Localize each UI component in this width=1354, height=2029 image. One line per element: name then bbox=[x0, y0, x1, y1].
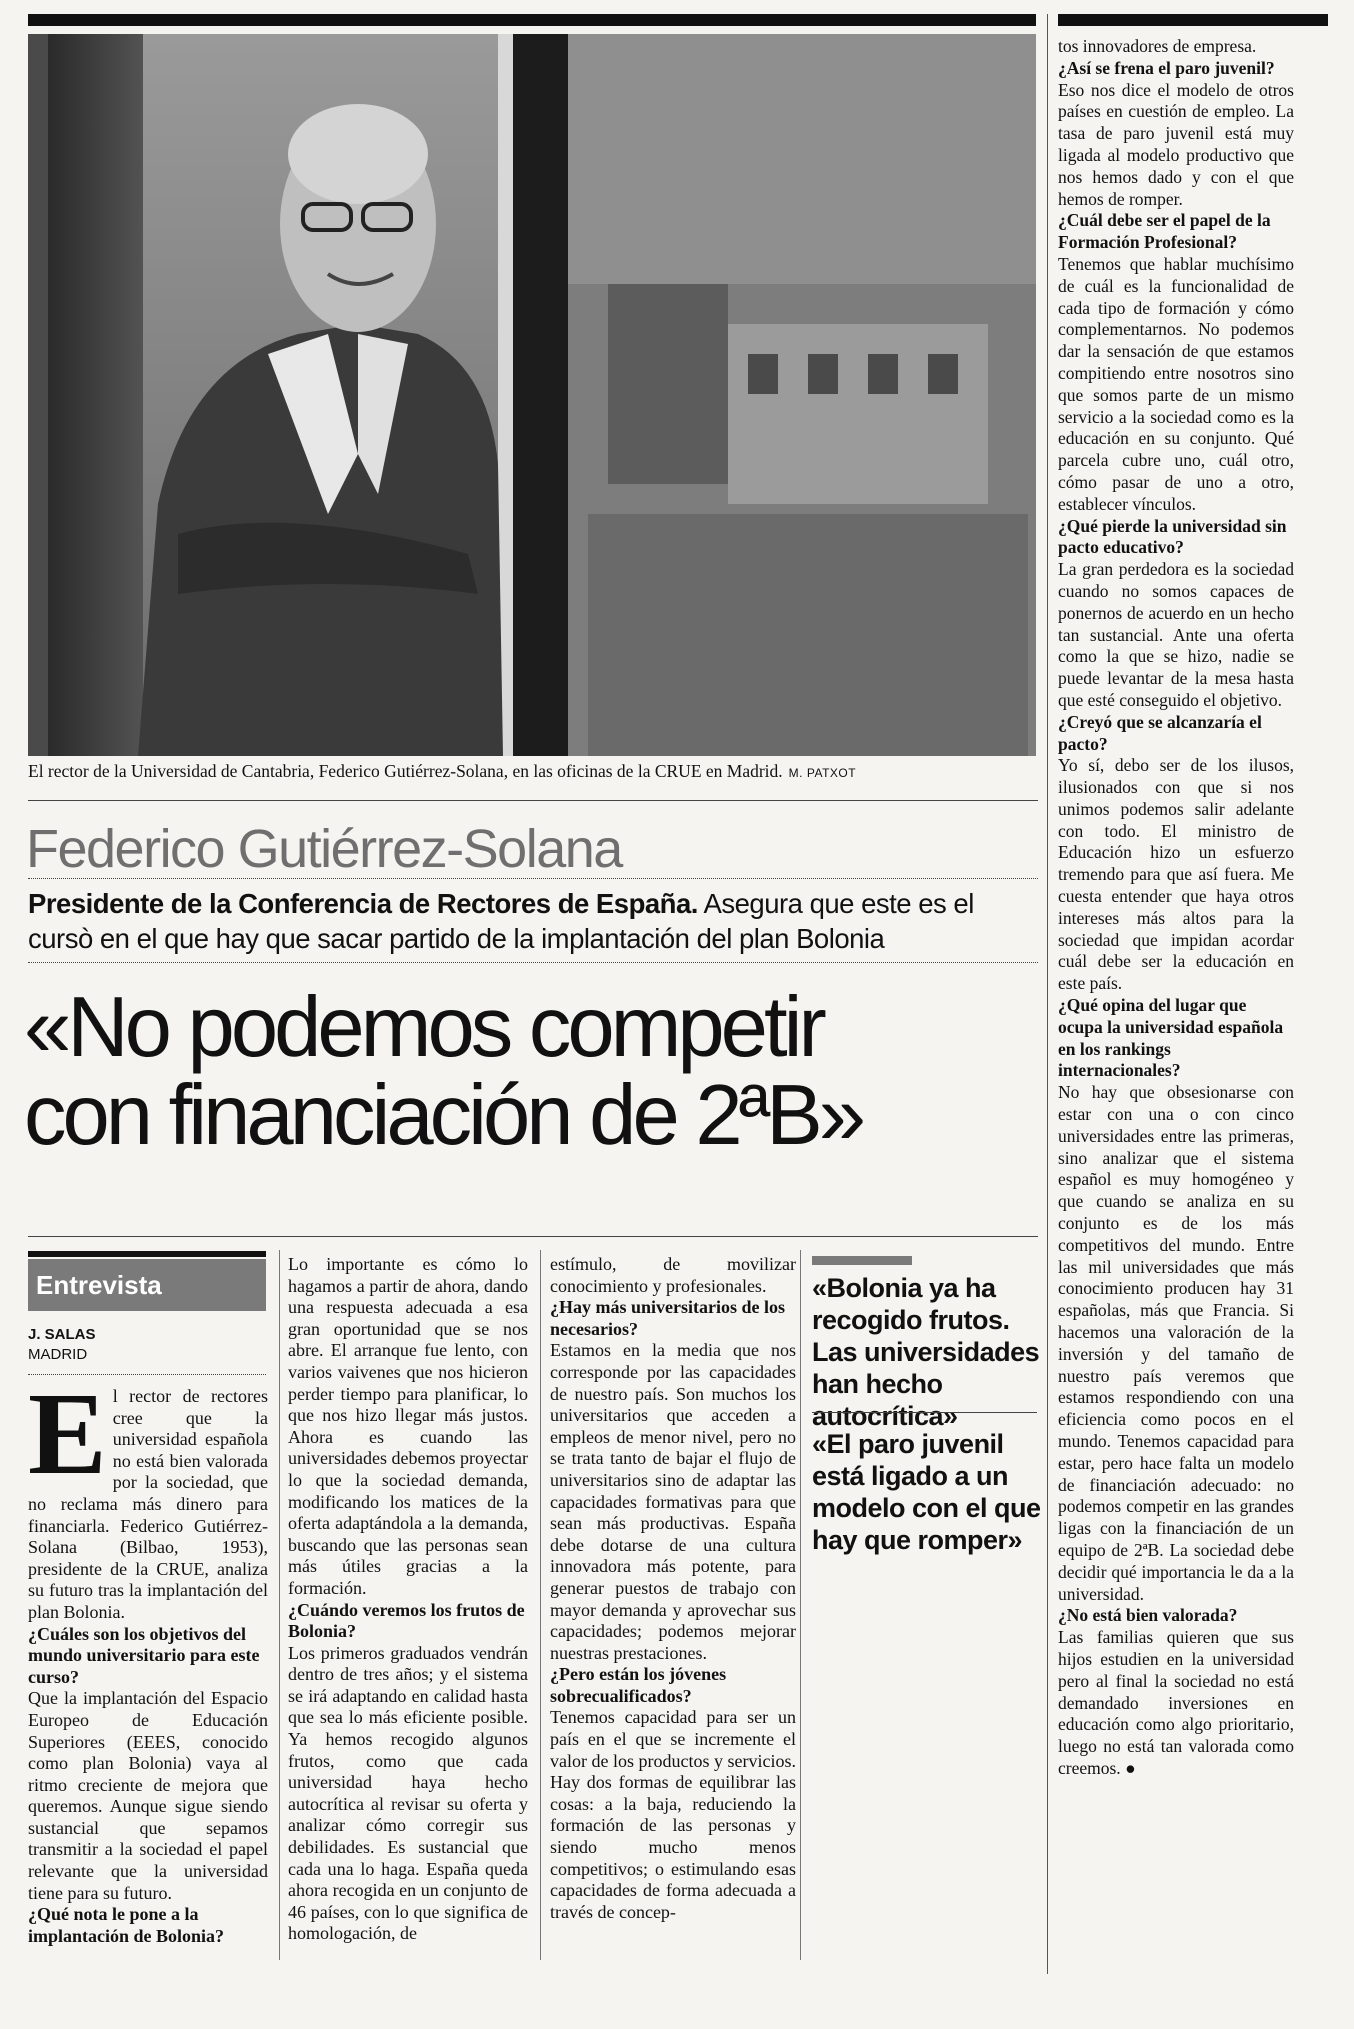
answer: estímulo, de movilizar conocimiento y profesionales. bbox=[550, 1254, 796, 1296]
answer: Los primeros graduados vendrán dentro de tres años; y el sistema se irá adaptando en calidad hasta que sea lo más eficiente posible. Ya hemos recogido algunos frutos, como que cada universidad haya hecho autocrítica al revisar su oferta y analizar cómo corregir sus debilidades. Es sustancial que cada una lo haga. España queda ahora recogida en un conjunto de 46 países, con lo que significa de homologación, de bbox=[288, 1642, 528, 1944]
question: ¿Pero están los jóvenes sobrecualificados? bbox=[550, 1664, 727, 1706]
question: ¿Qué opina del lugar que ocupa la universidad española en los rankings internacionales? bbox=[1058, 995, 1284, 1081]
question: ¿Qué pierde la universidad sin pacto educativo? bbox=[1058, 515, 1287, 558]
answer: Tenemos que hablar muchísimo de cuál es la funcionalidad de cada tipo de formación y cómo complementarnos. No podemos dar la sensación de que estamos compitiendo entre nosotros sino que somos parte de un mismo servicio a la sociedad como es la educación en su conjunto. Qué parcela cubre uno, cuál otro, cómo pasar de uno a otro, establecer vínculos. bbox=[1058, 253, 1294, 514]
pullquote-1: «Bolonia ya ha recogido frutos. Las universidades han hecho autocrítica» bbox=[812, 1273, 1040, 1431]
column-divider-right bbox=[1047, 14, 1048, 1974]
caption-rule bbox=[28, 800, 1038, 801]
interviewee-name: Federico Gutiérrez-Solana bbox=[26, 819, 622, 879]
answer: No hay que obsesionarse con estar con una o con cinco universidades entre las primeras, sino analizar que el sistema español es muy homogéneo y que cuando se analiza en su conjunto es de los más competitivos del mundo. Entre las mil universidades que más conocimiento producen hay 31 españolas, más que Francia. Si hacemos una valoración de la inversión y del tamaño de nuestro país veremos que estamos respondiendo con una eficiencia como pocos en el mundo. Tenemos capacidad para estar, pero hace falta un modelo de financiación adecuado: no podemos competir en las grandes ligas con la financiación de un equipo de 2ªB. La sociedad debe decidir qué importancia le da a la universidad. bbox=[1058, 1082, 1294, 1604]
byline-author: J. SALAS bbox=[28, 1326, 96, 1343]
question: ¿Creyó que se alcanzaría el pacto? bbox=[1058, 711, 1262, 754]
question: ¿Qué nota le pone a la implantación de Bolonia? bbox=[28, 1904, 225, 1946]
answer: tos innovadores de empresa. bbox=[1058, 36, 1257, 56]
answer: Eso nos dice el modelo de otros países en cuestión de empleo. La tasa de paro juvenil está muy ligada al modelo productivo que nos hemos dado y con el que hemos de romper. bbox=[1058, 79, 1294, 209]
column-1 bbox=[28, 1368, 268, 1947]
top-rule-right bbox=[1058, 14, 1328, 26]
column-rule bbox=[800, 1250, 801, 1960]
portrait-photo bbox=[28, 34, 1036, 756]
answer: La gran perdedora es la sociedad cuando no somos capaces de ponernos de acuerdo en un hecho tan sustancial. Ante una oferta como la que se hizo, nadie se puede levantar de la mesa hasta que esté conseguido el objetivo. bbox=[1058, 559, 1294, 710]
headline bbox=[24, 980, 1034, 1163]
answer: Estamos en la media que nos corresponde por las capacidades de nuestro país. Son muchos los universitarios que acceden a empleos de menor nivel, pero no se trata tanto de bajar el flujo de universitarios sino de adaptar las capacidades formativas para que sean más productivas. España debe dotarse de una cultura innovadora más potente, para generar puestos de trabajo con mayor demanda y aprovechar sus capacidades; podemos mejorar nuestras prestaciones. bbox=[550, 1340, 796, 1663]
end-mark: ● bbox=[1125, 1757, 1136, 1778]
byline bbox=[28, 1325, 96, 1365]
column-5 bbox=[1058, 36, 1294, 1780]
column-rule bbox=[279, 1250, 280, 1960]
question: ¿Cuáles son los objetivos del mundo universitario para este curso? bbox=[28, 1623, 260, 1687]
question: ¿No está bien valorada? bbox=[1058, 1605, 1238, 1626]
subtitle-rule bbox=[28, 962, 1038, 963]
headline-line-2: con financiación de 2ªB» bbox=[24, 1068, 863, 1163]
section-badge-bar bbox=[28, 1251, 266, 1257]
question: ¿Hay más universitarios de los necesarios? bbox=[550, 1297, 786, 1339]
subtitle-text: Asegura que este es el cursò en el que hay que sacar partido de la implantación del plan Bolonia bbox=[28, 888, 974, 954]
question: ¿Cuál debe ser el papel de la Formación Profesional? bbox=[1058, 210, 1271, 253]
answer-text: Las familias quieren que sus hijos estudien en la universidad pero al final la sociedad no está demandado inversiones en educación como algo prioritario, luego no está tan valorada como creemos. bbox=[1058, 1627, 1294, 1778]
answer: Tenemos capacidad para ser un país en el que se incremente el valor de los productos y servicios. Hay dos formas de equilibrar las cosas: a la baja, reduciendo la formación de las personas y siendo mucho menos competitivos; o estimulando esas capacidades de forma adecuada a través de concep- bbox=[550, 1707, 796, 1922]
answer bbox=[1058, 1627, 1294, 1780]
section-badge: Entrevista bbox=[28, 1259, 266, 1311]
question: ¿Así se frena el paro juvenil? bbox=[1058, 57, 1275, 78]
column-3 bbox=[550, 1254, 796, 1923]
pullquote-bar bbox=[812, 1256, 912, 1265]
lead-text: l rector de rectores cree que la universidad española no está bien valorada por la sociedad, que no reclama más dinero para financiarla. Federico Gutiérrez-Solana (Bilbao, 1953), presidente de la CRUE, analiza su futuro tras la implantación del plan Bolonia. bbox=[28, 1386, 268, 1622]
headline-line-1: «No podemos competir bbox=[24, 980, 823, 1075]
column-rule bbox=[540, 1250, 541, 1960]
byline-place: MADRID bbox=[28, 1346, 88, 1363]
column-2 bbox=[288, 1254, 528, 1945]
answer: Que la implantación del Espacio Europeo de Educación Superiores (EEES, conocido como plan Bolonia) vaya al ritmo creciente de mejora que queremos. Aunque sigue siendo sustancial que sepamos transmitir a la sociedad el papel relevante que la universidad tiene para su futuro. bbox=[28, 1688, 268, 1903]
pullquote-rule bbox=[812, 1412, 1037, 1413]
answer: Yo sí, debo ser de los ilusos, ilusionados con que si nos unimos podemos salir adelante con todo. El ministro de Educación hizo un esfuerzo tremendo para que así fuera. Me cuesta entender que haya otros intereses más altos para la sociedad que impidan acordar cuál debe ser la educación en este país. bbox=[1058, 755, 1294, 994]
pullquote-2: «El paro juvenil está ligado a un modelo con el que hay que romper» bbox=[812, 1429, 1041, 1555]
photo-credit: M. PATXOT bbox=[788, 766, 857, 780]
name-rule bbox=[28, 878, 1038, 879]
drop-cap: E bbox=[28, 1368, 107, 1499]
caption-text: El rector de la Universidad de Cantabria, Federico Gutiérrez-Solana, en las oficinas de la CRUE en Madrid. bbox=[28, 761, 783, 781]
question: ¿Cuándo veremos los frutos de Bolonia? bbox=[288, 1599, 525, 1642]
subtitle bbox=[28, 886, 1038, 956]
answer: Lo importante es cómo lo hagamos a partir de ahora, dando una respuesta adecuada a esa gran oportunidad que se nos abre. El arranque fue lento, con varios vaivenes que nos hicieron perder tiempo para planificar, lo que nos hizo llegar más justos. Ahora es cuando las universidades debemos proyectar lo que la sociedad demanda, modificando los matices de la oferta adaptándola a la demanda, buscando que las personas sean más útiles gracias a la formación. bbox=[288, 1254, 528, 1598]
lead-paragraph bbox=[28, 1368, 268, 1624]
subtitle-bold: Presidente de la Conferencia de Rectores de España. bbox=[28, 888, 698, 919]
headline-rule bbox=[28, 1236, 1038, 1237]
top-rule-left bbox=[28, 14, 1036, 26]
photo-caption bbox=[28, 761, 1038, 782]
